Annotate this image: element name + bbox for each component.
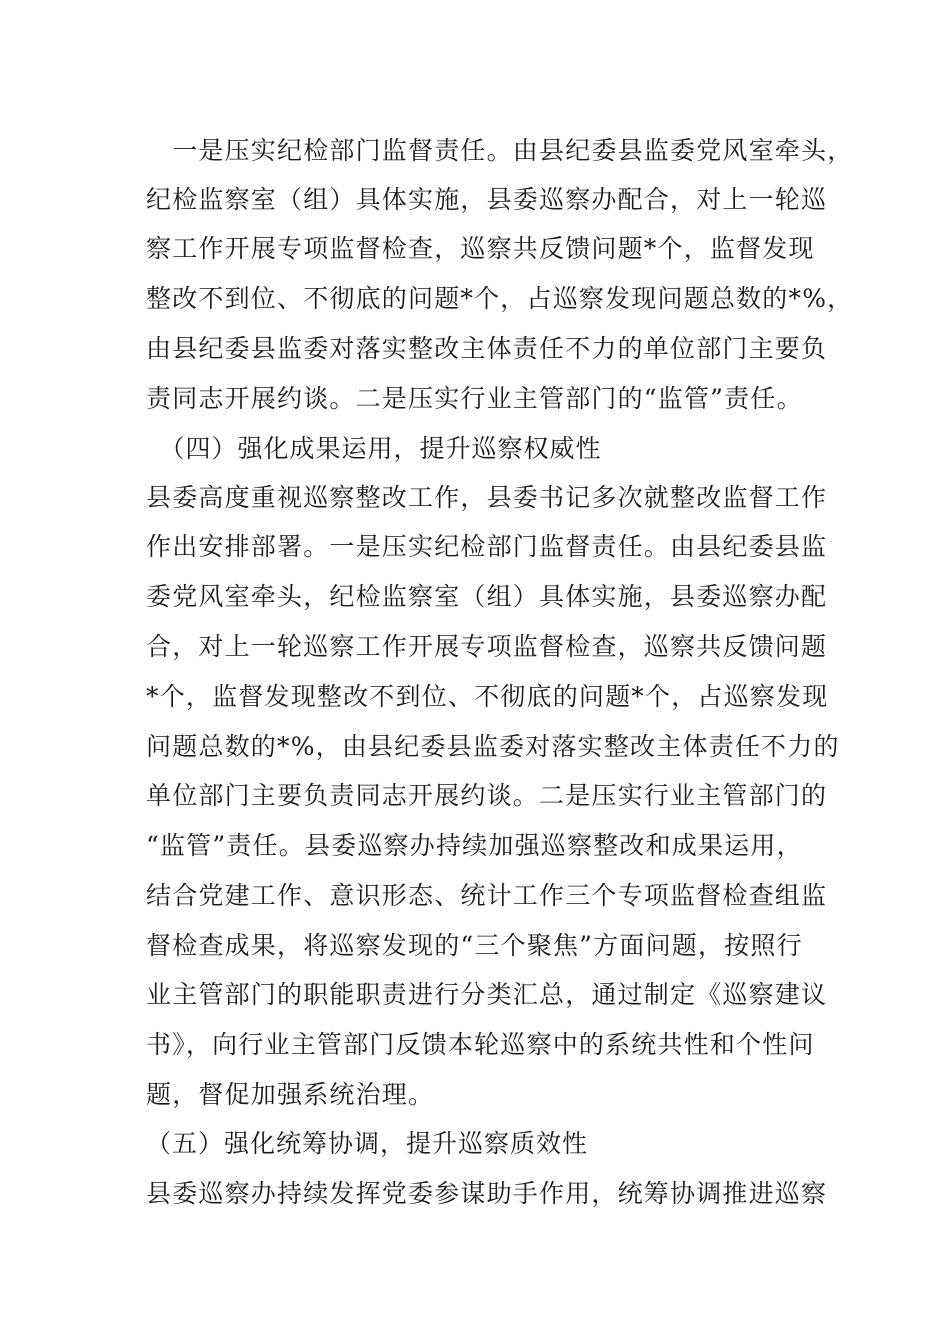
paragraph-line: 作出安排部署。一是压实纪检部门监督责任。由县纪委县监 bbox=[146, 532, 828, 561]
section-heading-4: （四）强化成果运用，提升巡察权威性 bbox=[146, 434, 602, 463]
paragraph-line: 题，督促加强系统治理。 bbox=[146, 1080, 435, 1109]
paragraph-line: *个，监督发现整改不到位、不彻底的问题*个，占巡察发现 bbox=[146, 682, 829, 711]
paragraph-line: 县委巡察办持续发挥党委参谋助手作用，统筹协调推进巡察 bbox=[146, 1179, 828, 1208]
paragraph-line: 单位部门主要负责同志开展约谈。二是压实行业主管部门的 bbox=[146, 781, 828, 810]
paragraph-line: 察工作开展专项监督检查，巡察共反馈问题*个，监督发现 bbox=[146, 234, 815, 263]
paragraph-line: 结合党建工作、意识形态、统计工作三个专项监督检查组监 bbox=[146, 881, 828, 910]
section-heading-5: （五）强化统筹协调，提升巡察质效性 bbox=[146, 1129, 589, 1158]
paragraph-line: 问题总数的*%，由县纪委县监委对落实整改主体责任不力的 bbox=[146, 732, 840, 761]
paragraph-line: 合，对上一轮巡察工作开展专项监督检查，巡察共反馈问题 bbox=[146, 632, 828, 661]
paragraph-line: 督检查成果，将巡察发现的“三个聚焦”方面问题，按照行 bbox=[146, 931, 803, 960]
paragraph-line: 一是压实纪检部门监督责任。由县纪委县监委党风室牵头， bbox=[146, 136, 854, 165]
paragraph-line: 业主管部门的职能职责进行分类汇总，通过制定《巡察建议 bbox=[146, 980, 828, 1009]
paragraph-line: 县委高度重视巡察整改工作，县委书记多次就整改监督工作 bbox=[146, 483, 828, 512]
paragraph-line: 纪检监察室（组）具体实施，县委巡察办配合，对上一轮巡 bbox=[146, 185, 828, 214]
paragraph-line: 整改不到位、不彻底的问题*个，占巡察发现问题总数的*%， bbox=[146, 284, 854, 313]
paragraph-line: 由县纪委县监委对落实整改主体责任不力的单位部门主要负 bbox=[146, 334, 828, 363]
paragraph-line: 委党风室牵头，纪检监察室（组）具体实施，县委巡察办配 bbox=[146, 582, 828, 611]
paragraph-line: 书》，向行业主管部门反馈本轮巡察中的系统共性和个性问 bbox=[146, 1030, 815, 1059]
paragraph-line: “监管”责任。县委巡察办持续加强巡察整改和成果运用， bbox=[146, 831, 803, 860]
paragraph-line: 责同志开展约谈。二是压实行业主管部门的“监管”责任。 bbox=[146, 384, 803, 413]
